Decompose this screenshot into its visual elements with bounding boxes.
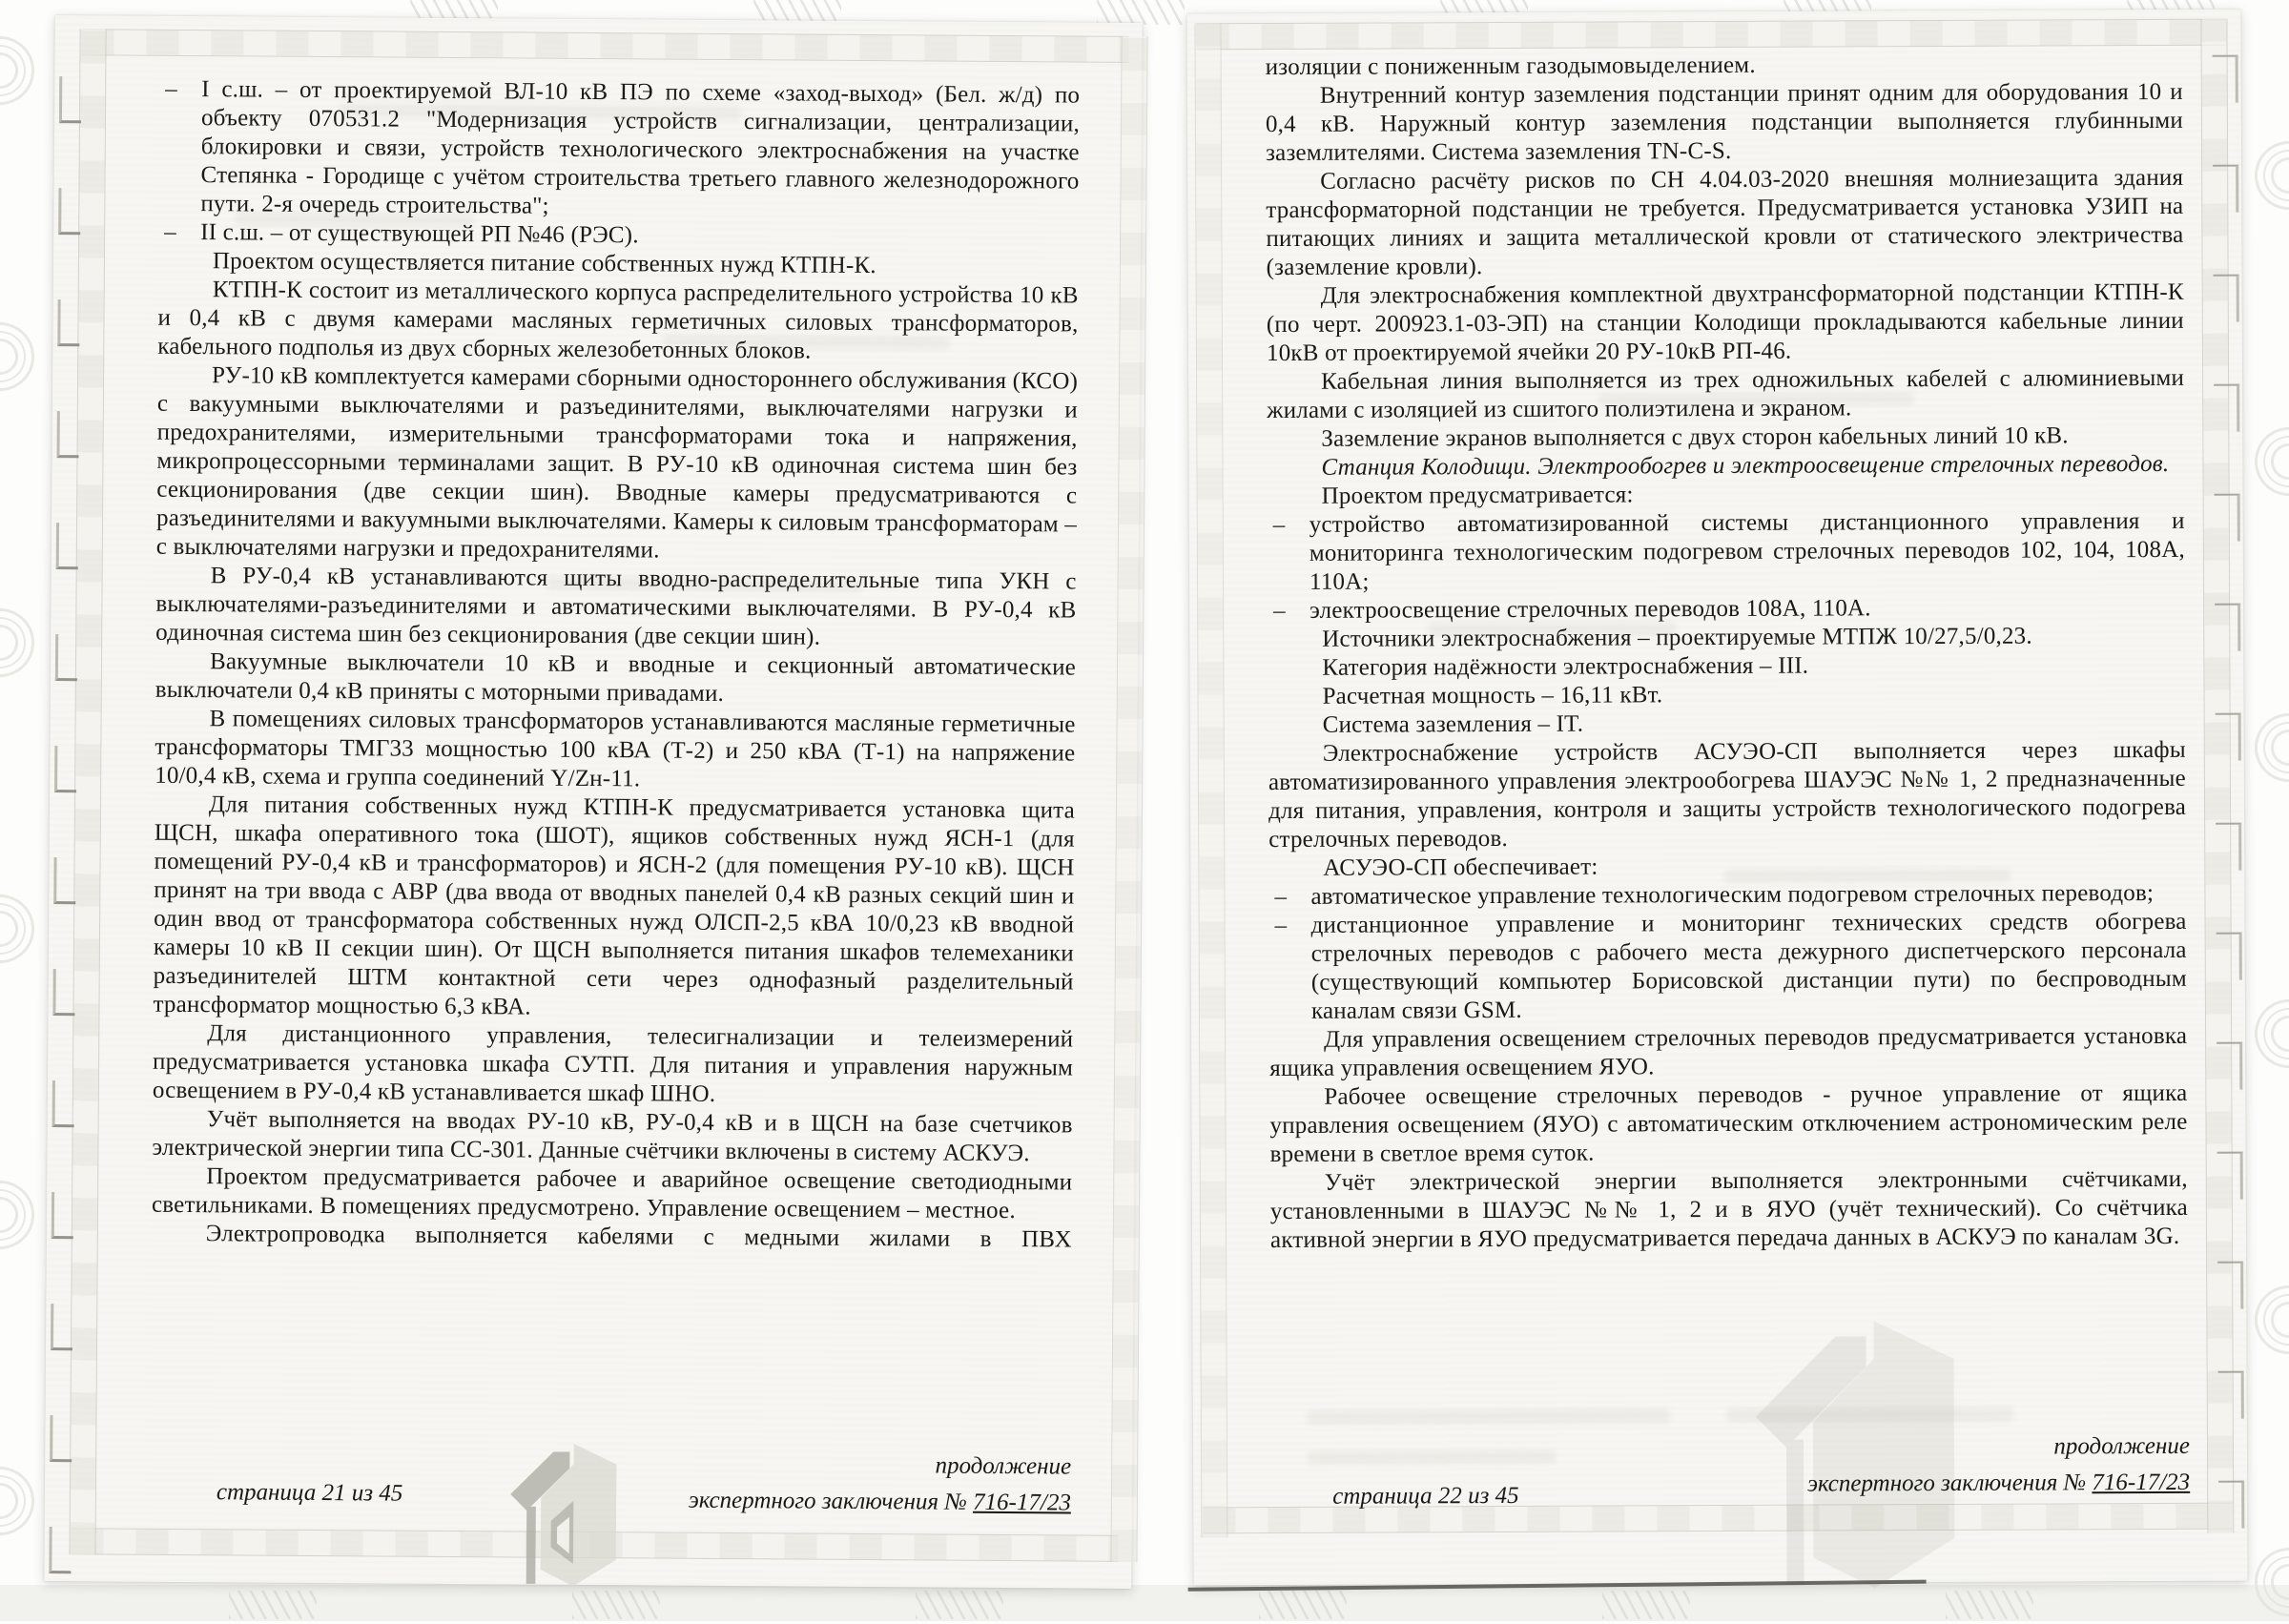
binding-mark	[51, 1304, 72, 1350]
guilloche-rosette	[0, 601, 42, 685]
list-item	[1268, 507, 2185, 597]
paragraph: Проектом предусматривается рабочее и аварийное освещение светодиодными светильниками. В помещениях предусмотрено. Управление освещением – местное.	[151, 1163, 1073, 1224]
binding-mark	[2218, 1371, 2244, 1419]
bleedthrough-smudge	[1308, 1450, 1556, 1465]
paragraph: Система заземления – IT.	[1322, 710, 1584, 738]
paragraph: Электроснабжение устройств АСУЭО-СП выполняется через шкафы автоматизированного управления электрообогрева ШАУЭС №№ 1, 2 предназначенные для питания, управления, контроля и защиты устройств технологического подогрева стрелочных переводов.	[1268, 736, 2187, 853]
guilloche-rosette	[0, 887, 42, 971]
paragraph: В РУ-0,4 кВ устанавливаются щиты вводно-распределительные типа УКН с выключателями-разъединителями и автоматическими выключателями. В РУ-0,4 кВ одиночная система шин без секционирования (две секции шин).	[155, 563, 1077, 650]
binding-mark	[2215, 604, 2240, 651]
paragraph: Проектом предусматривается:	[1321, 482, 1634, 509]
footer-page-number: страница 21 из 45	[216, 1479, 403, 1507]
page-22	[1186, 10, 2247, 1586]
guilloche-hatch	[1097, 0, 1185, 25]
binding-mark	[59, 76, 81, 123]
paragraph: Проектом осуществляется питание собственных нужд КТПН-К.	[212, 248, 876, 279]
binding-mark	[55, 634, 77, 681]
binding-mark	[2215, 494, 2240, 542]
page-22-text	[1266, 50, 2188, 1255]
binding-mark	[50, 1415, 72, 1462]
footer-doc-number: 716-17/23	[2092, 1469, 2191, 1496]
binding-mark	[58, 188, 80, 235]
list-item	[158, 75, 1080, 225]
guilloche-hatch	[1602, 1591, 1690, 1619]
footer-continuation	[1807, 1429, 2190, 1503]
page-21	[44, 15, 1142, 1589]
list-dash: –	[1272, 511, 1286, 539]
paragraph: Расчетная мощность – 16,11 кВт.	[1322, 682, 1663, 709]
paragraph: Учёт выполняется на вводах РУ-10 кВ, РУ-0,4 кВ и в ЩСН на базе счетчиков электрической энергии типа СС-301. Данные счётчики включены в систему АСКУЭ.	[152, 1106, 1073, 1167]
guilloche-rosette	[2247, 134, 2289, 217]
footer-page-number: страница 22 из 45	[1332, 1482, 1519, 1510]
footer-continuation-line1: продолжение	[935, 1452, 1072, 1480]
paragraph: АСУЭО-СП обеспечивает:	[1323, 853, 1598, 881]
binding-mark	[2213, 165, 2238, 213]
binding-mark	[2217, 1152, 2243, 1200]
list-item	[1269, 908, 2188, 1026]
binding-mark	[54, 746, 76, 792]
binding-mark	[2216, 823, 2241, 871]
guilloche-rosette	[2247, 1278, 2289, 1362]
guilloche-rosette	[0, 1173, 42, 1257]
paragraph: Внутренний контур заземления подстанции принят одним для оборудования 10 и 0,4 кВ. Наружный контур заземления подстанции выполняется глубинными заземлителями. Система заземления TN-C-S.	[1265, 78, 2183, 167]
paragraph: Для электроснабжения комплектной двухтрансформаторной подстанции КТПН-К (по черт. 200923.1-03-ЭП) на станции Колодищи прокладываются кабельные линии 10кВ от проектируемой ячейки 20 РУ-10кВ РП-46.	[1266, 278, 2184, 367]
guilloche-hatch	[572, 1591, 660, 1619]
paragraph: Источники электроснабжения – проектируемые МТПЖ 10/27,5/0,23.	[1322, 623, 2032, 652]
guilloche-rosette	[2247, 992, 2289, 1076]
bleedthrough-smudge	[1308, 1408, 1670, 1425]
list-item-text: II с.ш. – от существующей РП №46 (РЭС).	[200, 219, 639, 249]
guilloche-rosette	[2247, 420, 2289, 504]
page-frame-left	[1194, 23, 1227, 1537]
paragraph: Учёт электрической энергии выполняется электронными счётчиками, установленными в ШАУЭС №№ 1, 2 и в ЯУО (учёт технический). Со счётчика активной энергии в ЯУО предусматривается передача данных в АСКУЭ по каналам 3G.	[1269, 1165, 2188, 1254]
guilloche-hatch	[229, 1591, 317, 1619]
list-item	[1268, 593, 2185, 626]
paragraph: Категория надёжности электроснабжения – III.	[1322, 652, 1809, 681]
binding-mark	[52, 1192, 73, 1239]
paragraph: Вакуумные выключатели 10 кВ и вводные и секционный автоматические выключатели 0,4 кВ приняты с моторными привадами.	[155, 648, 1077, 707]
guilloche-rosette	[0, 29, 42, 113]
guilloche-hatch	[1259, 1591, 1347, 1619]
paragraph: изоляции с пониженным газодымовыделением.	[1265, 51, 1756, 81]
paragraph-heading-italic: Станция Колодищи. Электрообогрев и электроосвещение стрелочных переводов.	[1321, 450, 2170, 481]
guilloche-rosette	[0, 1459, 42, 1543]
watermark-logo	[509, 1441, 623, 1594]
guilloche-hatch	[916, 1591, 1003, 1619]
footer-continuation	[689, 1447, 1072, 1522]
footer-continuation-line2: экспертного заключения №	[1806, 1470, 2093, 1497]
list-dash: –	[165, 75, 178, 102]
list-item-text: электроосвещение стрелочных переводов 108А, 110А.	[1309, 595, 1871, 624]
binding-mark	[2213, 55, 2238, 103]
binding-mark	[2217, 933, 2242, 980]
paragraph: Для дистанционного управления, телесигнализации и телеизмерений предусматривается установка шкафа СУТП. Для питания и управления наружным освещением в РУ-0,4 кВ устанавливается шкаф ШНО.	[152, 1020, 1074, 1107]
binding-mark	[2214, 275, 2239, 322]
binding-mark	[57, 411, 79, 458]
paragraph: Рабочее освещение стрелочных переводов - ручное управление от ящика управления освещением (ЯУО) с автоматическим отключением астрономическим реле времени в светлое время суток.	[1269, 1079, 2188, 1168]
binding-mark	[49, 1527, 71, 1573]
guilloche-rosette	[2247, 706, 2289, 790]
binding-mark	[53, 857, 75, 904]
page-21-text	[152, 75, 1081, 1255]
page-frame-top	[1196, 19, 2225, 51]
paragraph: КТПН-К состоит из металлического корпуса распределительного устройства 10 кВ и 0,4 кВ с двумя камерами масляных герметичных силовых трансформаторов, кабельного подполья из двух сборных железобетонных блоков.	[157, 277, 1079, 364]
binding-mark	[2217, 1262, 2243, 1309]
footer-continuation-line1: продолжение	[2053, 1432, 2191, 1460]
page-frame-top	[81, 29, 1128, 63]
list-item-text: устройство автоматизированной системы дистанционного управления и мониторинга технологическим подогревом стрелочных переводов 102, 104, 108А, 110А;	[1309, 507, 2185, 595]
list-dash: –	[1274, 883, 1288, 911]
footer-continuation-line2: экспертного заключения №	[688, 1487, 974, 1515]
list-item	[1268, 879, 2186, 912]
binding-mark	[57, 299, 79, 346]
paragraph: Согласно расчёту рисков по СН 4.04.03-2020 внешняя молниезащита здания трансформаторной подстанции не требуется. Предусматривается установка УЗИП на питающих линиях и защита металлической кровли от статического электричества (заземление кровли).	[1266, 164, 2184, 281]
binding-mark	[52, 1080, 74, 1127]
list-item-text: автоматическое управление технологическим подогревом стрелочных переводов;	[1310, 880, 2155, 910]
list-dash: –	[164, 218, 176, 245]
list-dash: –	[1273, 597, 1286, 625]
binding-mark	[2216, 713, 2241, 761]
binding-mark	[2218, 1481, 2244, 1529]
footer-doc-number: 716-17/23	[973, 1489, 1071, 1516]
paragraph: Для питания собственных нужд КТПН-К предусматривается установка щита ЩСН, шкафа оперативного тока (ШОТ), ящиков собственных нужд ЯСН-1 (для помещений РУ-0,4 кВ и трансформаторов) и ЯСН-2 (для помещения РУ-10 кВ). ЩСН принят на три ввода с АВР (два ввода от вводных панелей 0,4 кВ разных секций шин и один ввод от трансформатора собственных нужд ОЛСП-2,5 кВА 10/0,23 кВ вводной камеры 10 кВ II секции шин). От ЩСН выполняется питания шкафов телемеханики разъединителей ШТМ контактной сети через однофазный разделительный трансформатор мощностью 6,3 кВА.	[153, 791, 1076, 1020]
list-dash: –	[1274, 912, 1288, 939]
paragraph: Кабельная линия выполняется из трех одножильных кабелей с алюминиевыми жилами с изоляцией из сшитого полиэтилена и экраном.	[1267, 364, 2185, 424]
paragraph: Электропроводка выполняется кабелями с медными жилами в ПВХ	[205, 1221, 1072, 1253]
paragraph: Заземление экранов выполняется с двух сторон кабельных линий 10 кВ.	[1321, 422, 2069, 452]
binding-mark	[52, 969, 74, 1016]
paragraph: РУ-10 кВ комплектуется камерами сборными одностороннего обслуживания (КСО) с вакуумными выключателями и разъединителями, выключателями нагрузки и предохранителями, измерительными трансформаторами тока и напряжения, микропроцессорными терминалами защит. В РУ-10 кВ одиночная система шин без секционирования (две секции шин). Вводные камеры предусматриваются с разъединителями и вакуумными выключателями. Камеры к силовым трансформаторам – с выключателями нагрузки и предохранителями.	[155, 362, 1079, 564]
binding-mark	[2217, 1042, 2242, 1090]
paragraph: В помещениях силовых трансформаторов устанавливаются масляные герметичные трансформаторы ТМГ33 мощностью 100 кВА (Т-2) и 250 кВА (Т-1) на напряжение 10/0,4 кВ, схема и группа соединений Y/Zн-11.	[155, 706, 1076, 792]
list-item-text: I с.ш. – от проектируемой ВЛ-10 кВ ПЭ по схеме «заход-выход» (Бел. ж/д) по объекту 070531.2 "Модернизация устройств сигнализации, централизации, блокировки и связи, устройств технологического электроснабжения на участке Степянка - Городище с учётом строительства третьего главного железнодорожного пути. 2-я очередь строительства";	[200, 76, 1081, 219]
list-item-text: дистанционное управление и мониторинг технических средств обогрева стрелочных переводов с рабочего места дежурного диспетчерского персонала (существующий компьютер Борисовской дистанции пути) по беспроводным каналам связи GSM.	[1310, 908, 2187, 1024]
binding-mark	[2214, 384, 2239, 432]
paragraph: Для управления освещением стрелочных переводов предусматривается установка ящика управления освещением ЯУО.	[1269, 1022, 2188, 1082]
page-frame-right	[1110, 36, 1147, 1562]
binding-mark	[56, 523, 78, 569]
guilloche-rosette	[0, 315, 42, 399]
